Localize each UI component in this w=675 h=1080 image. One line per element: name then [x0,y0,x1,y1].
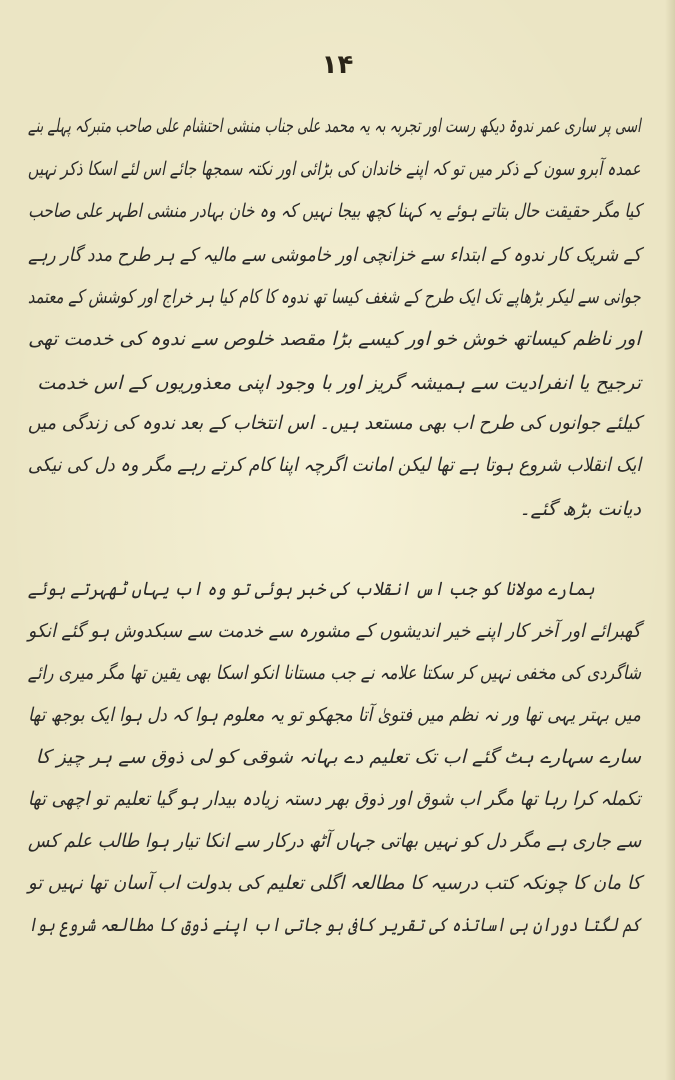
text-line: گھبرائے اور آخر کار اپنے خیر اندیشوں کے مشورہ سے خدمت سے سبکدوش ہو گئے انکو [28,620,641,642]
text-line: شاگردی کی مخفی نہیں کر سکتا علامہ نے جب مستانا انکو اسکا بھی یقین تھا مگر میری رائے [27,662,641,684]
text-line: میں بہتر یہی تھا ور نہ نظم میں فتویٰ آتا مجھکو تو یہ معلوم ہوا کہ دل ہوا ایک بوجھ تھا [28,704,641,726]
text-line: دیانت بڑھ گئے۔ [519,498,641,520]
text-line: کم لگتا دوران ہی اساتذہ کی تقریر کافی ہو جاتی اب اپنے ذوق کا مطالعہ شروع ہوا [28,914,641,936]
text-line: ترجیح یا انفرادیت سے ہمیشہ گریز اور با وجود اپنی معذوریوں کے اس خدمت [37,372,641,394]
text-line: کیلئے جوانوں کی طرح اب بھی مستعد ہیں۔ اس انتخاب کے بعد ندوہ کی زندگی میں [27,412,641,434]
text-line: عمدہ آبرو سون کے ذکر میں تو کہ اپنے خاندان کی بڑائی اور نکتہ سمجھا جائے اس لئے اسکا ذکر نہیں [28,158,641,180]
text-line: سارے سہارے ہٹ گئے اب تک تعلیم دے بہانہ شوقی کو لی ذوق سے ہر چیز کا [35,746,641,768]
page-edge-shadow [665,0,675,1080]
text-line: جوانی سے لیکر بڑھاپے تک ایک طرح کے شغف کیسا تھ ندوہ کا کام کیا ہر خراج اور کوشش کے معتمد [28,286,641,308]
text-line: کا مان کا چونکہ کتب درسیہ کا مطالعہ اگلی تعلیم کی بدولت اب آسان تھا نہیں تو [27,872,641,894]
text-line: کیا مگر حقیقت حال بتاتے ہوئے یہ کہنا کچھ بیجا نہیں کہ وہ خان بہادر منشی اطہر علی صاحب [27,200,641,222]
text-line: ایک انقلاب شروع ہوتا ہے تھا لیکن امانت اگرچہ اپنا کام کرتے رہے مگر وہ دل کی نیکی [27,454,641,476]
page-number: ۱۴ [321,50,354,80]
text-line: کے شریک کار ندوہ کے ابتداء سے خزانچی اور خاموشی سے مالیہ کے ہر طرح مدد گار رہے [28,244,641,266]
text-line: اسی پر ساری عمر ندوۃ دیکھ رست اور تجربہ بہ یہ محمد علی جناب منشی احتشام علی صاحب متبرکہ پہلے بنے [28,115,641,137]
text-line: تکملہ کرا رہا تھا مگر اب شوق اور ذوق بھر دستہ زیادہ بیدار ہو گیا تعلیم تو اچھی تھا [28,788,641,810]
text-line: ہمارے مولانا کو جب اس انقلاب کی خبر ہوئی تو وہ اب یہاں ٹھہرتے ہوئے [28,578,595,600]
text-line: سے جاری ہے مگر دل کو نہیں بھاتی جہاں آٹھ درکار سے انکا تیار ہوا طالب علم کس [27,830,641,852]
text-line: اور ناظم کیساتھ خوش خو اور کیسے بڑا مقصد خلوص سے ندوہ کی خدمت تھی [28,328,641,350]
